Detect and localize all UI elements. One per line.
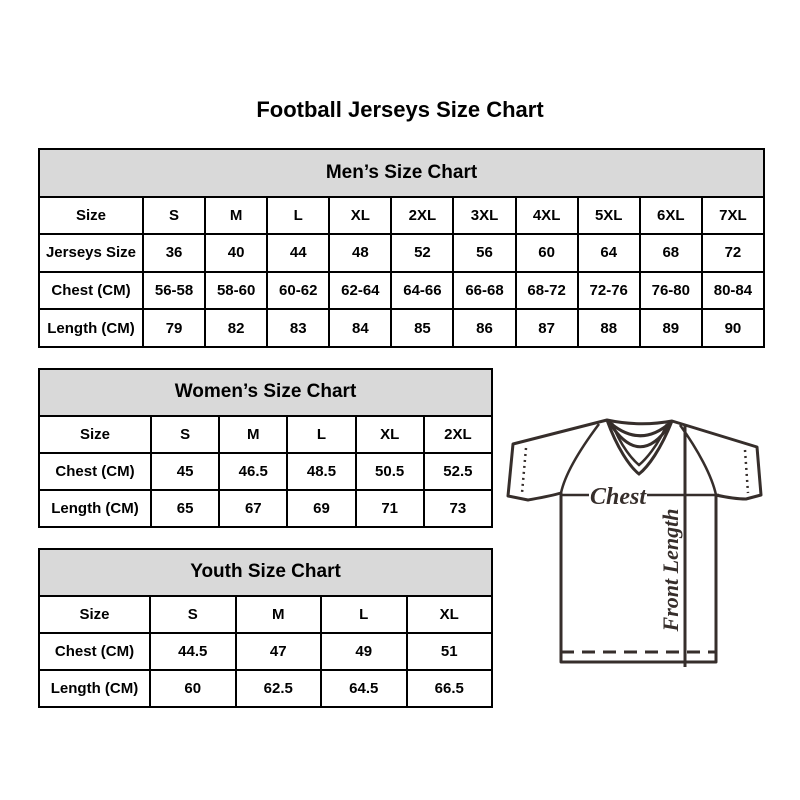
mens-row-label: Jerseys Size <box>39 234 143 272</box>
mens-value-cell: XL <box>329 197 391 235</box>
mens-value-cell: 48 <box>329 234 391 272</box>
page-title: Football Jerseys Size Chart <box>256 97 544 122</box>
mens-value-cell: L <box>267 197 329 235</box>
mens-value-cell: 60-62 <box>267 272 329 310</box>
mens-size-table <box>38 148 765 348</box>
youth-value-cell: 66.5 <box>407 670 493 707</box>
youth-value-cell: 51 <box>407 633 493 670</box>
youth-value-cell: L <box>321 596 407 633</box>
youth-size-table <box>38 548 493 708</box>
mens-table-title: Men’s Size Chart <box>39 149 764 197</box>
womens-value-cell: 50.5 <box>356 453 424 490</box>
mens-value-cell: 76-80 <box>640 272 702 310</box>
womens-value-cell: 48.5 <box>287 453 355 490</box>
mens-row-label: Length (CM) <box>39 309 143 347</box>
youth-value-cell: 49 <box>321 633 407 670</box>
womens-table-row <box>39 416 492 453</box>
womens-value-cell: 73 <box>424 490 492 527</box>
womens-value-cell: S <box>151 416 219 453</box>
mens-value-cell: 68 <box>640 234 702 272</box>
womens-table <box>38 368 493 528</box>
mens-value-cell: 36 <box>143 234 205 272</box>
mens-value-cell: 64 <box>578 234 640 272</box>
youth-table <box>38 548 493 708</box>
mens-value-cell: 68-72 <box>516 272 578 310</box>
jersey-measurement-diagram <box>495 400 767 682</box>
mens-table-row <box>39 234 764 272</box>
mens-value-cell: 89 <box>640 309 702 347</box>
mens-value-cell: 5XL <box>578 197 640 235</box>
mens-value-cell: 66-68 <box>453 272 515 310</box>
womens-value-cell: 71 <box>356 490 424 527</box>
mens-value-cell: 79 <box>143 309 205 347</box>
mens-table-row <box>39 272 764 310</box>
youth-row-label: Length (CM) <box>39 670 150 707</box>
mens-value-cell: 3XL <box>453 197 515 235</box>
mens-value-cell: 56-58 <box>143 272 205 310</box>
womens-table-row <box>39 453 492 490</box>
womens-value-cell: 69 <box>287 490 355 527</box>
mens-value-cell: 7XL <box>702 197 764 235</box>
front-length-label: Front Length <box>658 508 683 632</box>
youth-table-row <box>39 596 492 633</box>
jersey-outline <box>508 420 761 662</box>
youth-value-cell: XL <box>407 596 493 633</box>
youth-value-cell: 60 <box>150 670 236 707</box>
mens-value-cell: 83 <box>267 309 329 347</box>
mens-value-cell: 84 <box>329 309 391 347</box>
mens-value-cell: 72 <box>702 234 764 272</box>
youth-row-label: Chest (CM) <box>39 633 150 670</box>
womens-value-cell: XL <box>356 416 424 453</box>
left-cuff-stitch-line <box>522 448 526 493</box>
womens-value-cell: 67 <box>219 490 287 527</box>
womens-value-cell: 2XL <box>424 416 492 453</box>
mens-value-cell: 88 <box>578 309 640 347</box>
mens-value-cell: 82 <box>205 309 267 347</box>
mens-value-cell: 87 <box>516 309 578 347</box>
youth-value-cell: 47 <box>236 633 322 670</box>
mens-value-cell: M <box>205 197 267 235</box>
mens-value-cell: 2XL <box>391 197 453 235</box>
youth-table-row <box>39 670 492 707</box>
womens-row-label: Length (CM) <box>39 490 151 527</box>
womens-row-label: Chest (CM) <box>39 453 151 490</box>
mens-row-label: Chest (CM) <box>39 272 143 310</box>
youth-value-cell: 44.5 <box>150 633 236 670</box>
womens-value-cell: 65 <box>151 490 219 527</box>
mens-row-label: Size <box>39 197 143 235</box>
mens-value-cell: 86 <box>453 309 515 347</box>
mens-value-cell: 62-64 <box>329 272 391 310</box>
mens-value-cell: 58-60 <box>205 272 267 310</box>
youth-value-cell: 64.5 <box>321 670 407 707</box>
mens-value-cell: 72-76 <box>578 272 640 310</box>
mens-value-cell: 56 <box>453 234 515 272</box>
mens-value-cell: 44 <box>267 234 329 272</box>
youth-table-row <box>39 633 492 670</box>
mens-value-cell: 4XL <box>516 197 578 235</box>
mens-value-cell: 52 <box>391 234 453 272</box>
mens-value-cell: 85 <box>391 309 453 347</box>
mens-value-cell: 40 <box>205 234 267 272</box>
mens-value-cell: 80-84 <box>702 272 764 310</box>
womens-size-table <box>38 368 493 528</box>
mens-value-cell: S <box>143 197 205 235</box>
right-cuff-stitch-line <box>745 450 748 493</box>
youth-value-cell: S <box>150 596 236 633</box>
womens-row-label: Size <box>39 416 151 453</box>
youth-value-cell: M <box>236 596 322 633</box>
mens-table <box>38 148 765 348</box>
mens-table-row <box>39 197 764 235</box>
mens-table-row <box>39 309 764 347</box>
mens-value-cell: 60 <box>516 234 578 272</box>
youth-row-label: Size <box>39 596 150 633</box>
left-armhole-seam <box>561 424 599 493</box>
womens-value-cell: 45 <box>151 453 219 490</box>
mens-value-cell: 6XL <box>640 197 702 235</box>
womens-table-title: Women’s Size Chart <box>39 369 492 416</box>
youth-value-cell: 62.5 <box>236 670 322 707</box>
womens-value-cell: M <box>219 416 287 453</box>
womens-table-row <box>39 490 492 527</box>
chest-label: Chest <box>589 484 647 510</box>
mens-value-cell: 90 <box>702 309 764 347</box>
womens-value-cell: L <box>287 416 355 453</box>
mens-value-cell: 64-66 <box>391 272 453 310</box>
womens-value-cell: 46.5 <box>219 453 287 490</box>
womens-value-cell: 52.5 <box>424 453 492 490</box>
youth-table-title: Youth Size Chart <box>39 549 492 596</box>
